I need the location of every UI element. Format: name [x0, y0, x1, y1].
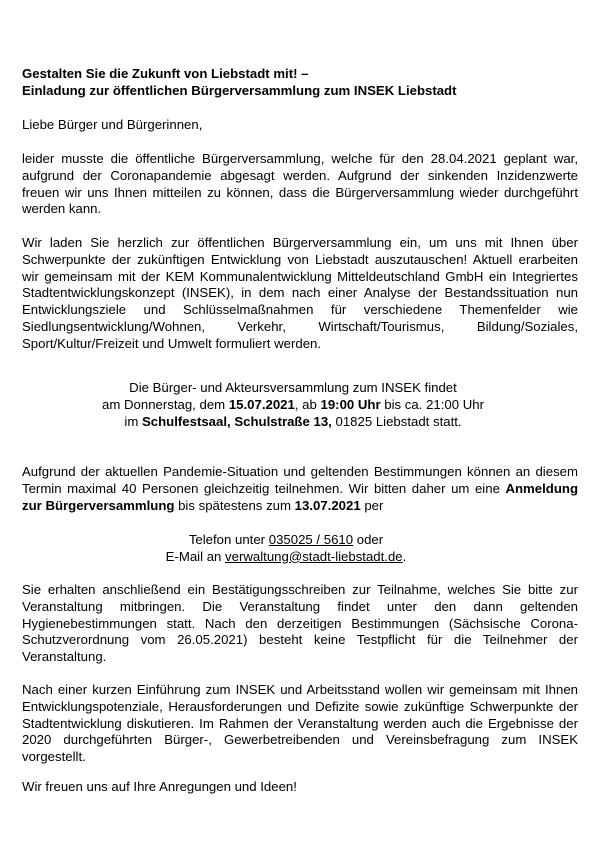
event-notice-line: [22, 397, 564, 414]
paragraph-line: Stadtentwicklung diskutieren. Im Rahmen der Veranstaltung werden auch die Ergebnisse der: [22, 715, 578, 731]
event-notice: [22, 380, 578, 430]
paragraph-line: Sport/Kultur/Freizeit und Umwelt formuliert werden.: [22, 335, 322, 351]
document-title-line: Einladung zur öffentlichen Bürgerversammlung zum INSEK Liebstadt: [22, 82, 457, 98]
paragraph-line: [22, 498, 578, 515]
email-link[interactable]: verwaltung@stadt-liebstadt.de: [225, 548, 403, 564]
paragraph-line: Nach einer kurzen Einführung zum INSEK und Arbeitsstand wollen wir gemeinsam mit Ihnen: [22, 682, 578, 697]
paragraph-line: wir gemeinsam mit der KEM Kommunalentwicklung Mitteldeutschland GmbH ein Integriertes: [22, 268, 578, 284]
contact-block: [22, 532, 578, 566]
paragraph-line: Veranstaltung.: [22, 649, 107, 664]
intro-paragraph: [22, 151, 578, 218]
paragraph-line: Entwicklungsziele und Schlüsselmaßnahmen für verschiedene Themenfelder wie: [22, 302, 578, 317]
salutation: Liebe Bürger und Bürgerinnen,: [22, 117, 203, 132]
text-segment: per: [360, 497, 384, 513]
contact-email-line: [22, 549, 550, 566]
confirmation-paragraph: [22, 582, 578, 666]
invitation-paragraph: [22, 235, 578, 352]
paragraph-line: Veranstaltung mitbringen. Die Veranstaltung findet unter den dann geltenden: [22, 598, 578, 614]
paragraph-line: Schutzverordnung vom 26.05.2021) besteht keine Testpflicht für die Teilnehmer der: [22, 632, 578, 648]
text-segment: E-Mail an: [165, 548, 226, 564]
event-date: 15.07.2021: [228, 396, 295, 412]
text-segment: am Donnerstag, dem: [102, 396, 229, 412]
paragraph-line: 2020 durchgeführten Bürger-, Gewerbetreibenden und Vereinsbefragung zum INSEK: [22, 732, 578, 748]
text-segment: 01825 Liebstadt statt.: [331, 413, 462, 429]
paragraph-line: [22, 481, 578, 498]
text-segment: , ab: [294, 396, 321, 412]
closing-line: Wir freuen uns auf Ihre Anregungen und Ideen!: [22, 779, 297, 794]
registration-deadline: 13.07.2021: [294, 497, 361, 513]
paragraph-line: Hygienebestimmungen statt. Nach den derzeitigen Bestimmungen (Sächsische Corona-: [22, 615, 578, 631]
paragraph-line: Siedlungsentwicklung/Wohnen, Verkehr, Wirtschaft/Tourismus, Bildung/Soziales,: [22, 318, 578, 334]
paragraph-line: Aufgrund der aktuellen Pandemie-Situation und geltenden Bestimmungen können an diesem: [22, 464, 578, 479]
registration-label: Anmeldung: [505, 480, 578, 496]
registration-label: zur Bürgerversammlung: [22, 497, 175, 513]
paragraph-line: freuen wir uns Ihnen mitteilen zu können, dass die Bürgerversammlung wieder durchgeführt: [22, 184, 578, 200]
paragraph-line: vorgestellt.: [22, 749, 86, 764]
event-time: 19:00 Uhr: [320, 396, 381, 412]
text-segment: Telefon unter: [188, 532, 269, 547]
text-segment: bis spätestens zum: [174, 497, 295, 513]
document-title-line: Gestalten Sie die Zukunft von Liebstadt mit! –: [22, 66, 309, 81]
text-segment: .: [402, 548, 407, 564]
paragraph-line: Sie erhalten anschließend ein Bestätigungsschreiben zur Teilnahme, welches Sie bitte zur: [22, 582, 578, 597]
program-paragraph: [22, 682, 578, 766]
text-segment: im: [124, 413, 142, 429]
paragraph-line: leider musste die öffentliche Bürgerversammlung, welche für den 28.04.2021 geplant war,: [22, 151, 578, 166]
registration-paragraph: [22, 464, 578, 514]
event-notice-line: [22, 414, 564, 431]
closing-block: [22, 779, 578, 796]
paragraph-line: Entwicklungspotenziale, Herausforderungen und Defizite sowie zukünftige Schwerpunkte der: [22, 698, 578, 714]
text-segment: Termin maximal 40 Personen gleichzeitig teilnehmen. Wir bitten daher um eine: [22, 480, 506, 496]
salutation-block: [22, 117, 578, 134]
text-segment: bis ca. 21:00 Uhr: [380, 396, 484, 412]
event-venue: Schulfestsaal, Schulstraße 13,: [141, 413, 332, 429]
event-notice-line: Die Bürger- und Akteursversammlung zum INSEK findet: [129, 380, 457, 395]
paragraph-line: Stadtentwicklungskonzept (INSEK), in dem nach einer Analyse der Bestandssituation nun: [22, 285, 578, 301]
contact-phone-line: [22, 532, 550, 549]
paragraph-line: Wir laden Sie herzlich zur öffentlichen Bürgerversammlung ein, um uns mit Ihnen über: [22, 235, 578, 250]
paragraph-line: werden kann.: [22, 201, 102, 217]
text-segment: oder: [353, 532, 384, 547]
paragraph-line: Schwerpunkte der zukünftigen Entwicklung von Liebstadt auszutauschen! Aktuell erarbeiten: [22, 251, 578, 267]
phone-number-link[interactable]: 035025 / 5610: [268, 532, 354, 547]
document-title: [22, 66, 578, 100]
paragraph-line: aufgrund der Coronapandemie abgesagt werden. Aufgrund der sinkenden Inzidenzwerte: [22, 167, 578, 183]
